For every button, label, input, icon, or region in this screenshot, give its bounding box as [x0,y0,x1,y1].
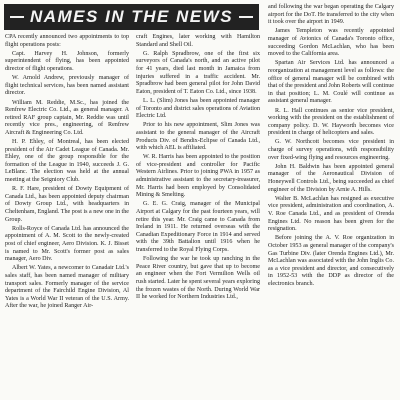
paragraph: W. Arnold Andrew, previously manager of flight technical services, has been named assistant director. [5,75,129,97]
paragraph: Walter B. McLachlan has resigned as executive vice president, administration and coordination, A. V. Roe Canada Ltd., and as president of Orenda Engines Ltd. No reason has been given for the resignation. [268,195,394,233]
paragraph: G. W. Northcott becomes vice president in charge of survey operations, with responsibility over fixed-wing flying and resources engineering. [268,139,394,161]
text-column-3 [268,4,394,290]
paragraph: James Templeton was recently appointed manager of Avionics of Canada's Toronto office, succeeding Gordon McLachlan, who has been moved to the California area. [268,28,394,58]
paragraph: H. P. Ehley, of Montreal, has been elected president of the Air Cadet League of Canada. Mr. Ehley, one of the group responsible for the formation of the League in 1940, succeeds J. G. LeBlanc. The election was held at the annual meeting at the Seigniory Club. [5,139,129,184]
text-column-2 [136,34,260,303]
paragraph: R. F. Hare, president of Dowty Equipment of Canada Ltd., has been appointed deputy chairman of Dowty Group Ltd., with headquarters in Cheltenham, England. The post is a new one in the Group. [5,186,129,223]
paragraph: Prior to his new appointment, Slim Jones was assistant to the general manager of the Aircraft Products Div. of Bendix-Eclipse of Canada Ltd., with which AEL is affiliated. [136,122,260,152]
paragraph: craft Engines, later working with Hamilton Standard and Shell Oil. [136,34,260,48]
paragraph: Spartan Air Services Ltd. has announced a reorganization at management level as follows: the office of general manager will be combined with that of the president and John Roberts will continue in that position; L. M. Coulé will continue as assistant general manager. [268,60,394,105]
paragraph: Before joining the A. V. Roe organization in October 1953 as general manager of the company's Gas Turbine Div. (later Orenda Engines Ltd.), Mr. McLachlan was associated with the John Inglis Co. as a vice president and director, and consecutively in 1952-53 with the DDP as director of the electronics branch. [268,235,394,287]
paragraph: R. L. Hall continues as senior vice president, working with the president on the establishment of company policy. D. W. Hayworth becomes vice president in charge of helicopters and sales. [268,107,394,137]
text-column-1 [5,34,129,313]
paragraph: Albert W. Yates, a newcomer to Canadair Ltd.'s sales staff, has been named manager of military transport sales. Formerly manager of the service department of the Fairchild Engine Division, Al Yates is a World War II veteran of the U.S. Army. After the war, he joined Ranger Air- [5,265,129,310]
section-banner [4,4,259,30]
paragraph: W. R. Harris has been appointed to the position of vice-president and controller for Pacific Western Airlines. Prior to joining PWA in 1957 as administrative assistant to the secretary-treasurer, Mr. Harris had been employed by Consolidated Mining & Smelting. [136,154,260,199]
paragraph: Rolls-Royce of Canada Ltd. has announced the appointment of A. M. Scott to the newly-created post of chief engineer, Aero Division. K. J. Bisset is named to Mr. Scott's former post as sales manager, Aero Div. [5,225,129,263]
paragraph: G. E. G. Craig, manager of the Municipal Airport at Calgary for the past fourteen years, will retire this year. Mr. Craig came to Canada from Ireland in 1911. He returned overseas with the Canadian Expeditionary Force in 1914 and served with the 39th Battalion until 1916 when he transferred to the Royal Flying Corps. [136,201,260,253]
paragraph: Capt. Harvey H. Johnson, formerly superintendent of flying, has been appointed director of flight operations. [5,50,129,72]
paragraph: L. L. (Slim) Jones has been appointed manager of Toronto and district sales operations of Aviation Electric Ltd. [136,97,260,120]
paragraph: Following the war he took up ranching in the Peace River country, but gave that up to become an engineer when the Fort Vermilion Wells oil rush started. Later he spent several years exploring the frozen wastes of the North. During World War II he worked for Northern Industries Ltd., [136,256,260,301]
paragraph: William M. Reddie, M.Sc., has joined the Renfrew Electric Co. Ltd., as general manager. A retired RAF group captain, Mr. Reddie was until recently vice pres., engineering, of Renfrew Aircraft & Engineering Co. Ltd. [5,99,129,136]
paragraph: CPA recently announced two appointments to top flight operations posts: [5,34,129,48]
banner-title: NAMES IN THE NEWS [29,7,234,26]
banner-rule-left [10,16,24,18]
paragraph: G. Ralph Spradbrow, one of the first six surveyors of Canada's north, and an active pilot for 41 years, died last month in Jamaica from injuries suffered in a traffic accident. Mr. Spradbrow had been general pilot for John David Eaton, president of T. Eaton Co. Ltd., since 1938. [136,50,260,95]
paragraph: John H. Baldwin has been appointed general manager of the Aeronautical Division of Honeywell Controls Ltd., being succeeded as chief engineer of the Division by Arnie A. Hills. [268,163,394,193]
banner-rule-right [239,16,253,18]
paragraph: and following the war began operating the Calgary airport for the DoT. He transferred to the city when it took over the airport in 1949. [268,4,394,26]
